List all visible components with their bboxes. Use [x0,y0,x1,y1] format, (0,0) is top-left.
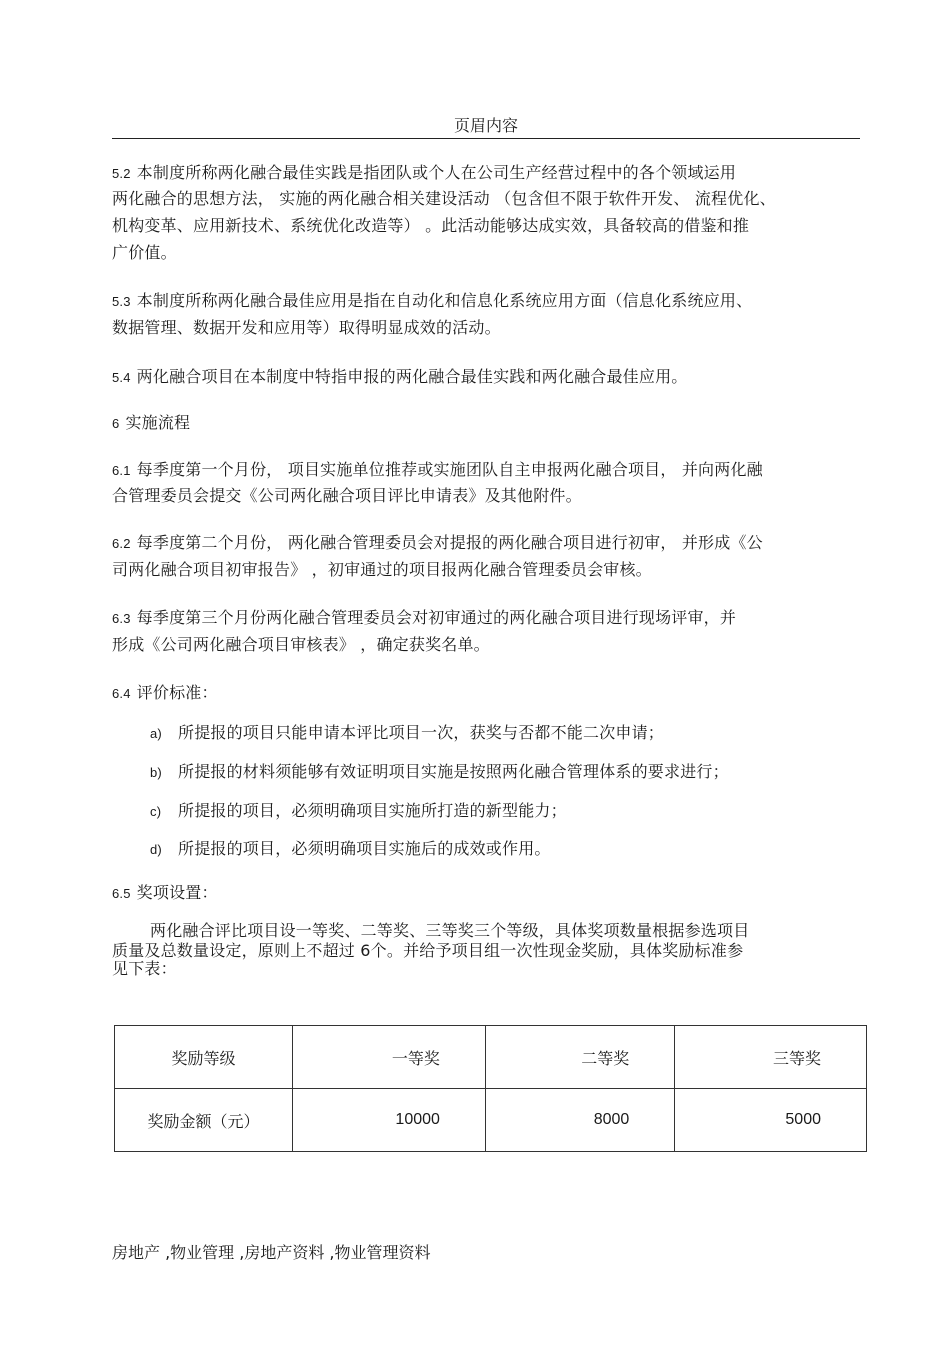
criteria-text: 所提报的项目，必须明确项目实施后的成效或作用。 [178,839,551,858]
table-header-cell: 一等奖 [292,1026,485,1089]
section-text: 每季度第一个月份， 项目实施单位推荐或实施团队自主申报两化融合项目， 并向两化融 [136,460,763,479]
table-cell: 10000 [292,1089,485,1152]
page-header: 页眉内容 [453,116,518,135]
section-number: 6.4 [112,686,131,701]
table-cell: 奖励金额（元） [115,1089,293,1152]
page-footer: 房地产 ,物业管理 ,房地产资料 ,物业管理资料 [112,1243,431,1262]
section-title: 奖项设置： [136,883,218,902]
section-text: 每季度第二个月份， 两化融合管理委员会对提报的两化融合项目进行初审， 并形成《公 [136,533,763,552]
section-6-2-line-1 [112,530,763,553]
criteria-text: 所提报的项目，必须明确项目实施所打造的新型能力； [178,801,567,820]
criteria-item [150,836,551,859]
section-text: 本制度所称两化融合最佳实践是指团队或个人在公司生产经营过程中的各个领域运用 [136,163,737,182]
table-header-cell: 二等奖 [485,1026,674,1089]
criteria-label: d) [150,842,162,857]
section-number: 5.4 [112,370,131,385]
section-5-2-line-3: 机构变革、应用新技术、系统优化改造等） 。此活动能够达成实效，具备较高的借鉴和推 [112,216,750,235]
criteria-label: c) [150,804,162,819]
section-6-3-line-2: 形成《公司两化融合项目审核表》 ，确定获奖名单。 [112,635,490,654]
section-6-5-heading [112,880,218,903]
section-6-5-para-line-2: 质量及总数量设定，原则上不超过 6个。并给予项目组一次性现金奖励，具体奖励标准参 [112,941,744,960]
section-6-5-para-line-1: 两化融合评比项目设一等奖、二等奖、三等奖三个等级，具体奖项数量根据参选项目 [150,921,750,940]
criteria-item [150,798,567,821]
section-text: 本制度所称两化融合最佳应用是指在自动化和信息化系统应用方面（信息化系统应用、 [136,291,753,310]
table-row [115,1026,867,1089]
criteria-text: 所提报的材料须能够有效证明项目实施是按照两化融合管理体系的要求进行； [178,762,729,781]
section-6-1-line-1 [112,457,763,480]
criteria-text: 所提报的项目只能申请本评比项目一次，获奖与否都不能二次申请； [178,723,665,742]
table-header-cell: 奖励等级 [115,1026,293,1089]
section-title: 评价标准： [136,683,218,702]
section-6-5-para-line-3: 见下表： [112,959,177,978]
section-text: 每季度第三个月份两化融合管理委员会对初审通过的两化融合项目进行现场评审，并 [136,608,737,627]
section-number: 6.5 [112,886,131,901]
table-cell: 5000 [675,1089,867,1152]
criteria-label: b) [150,765,162,780]
section-number: 6 [112,416,120,431]
section-5-4-line-1 [112,364,687,387]
section-title: 实施流程 [125,413,191,432]
section-number: 6.3 [112,611,131,626]
criteria-item [150,720,664,743]
section-5-2-line-4: 广价值。 [112,243,177,262]
section-6-4-heading [112,680,218,703]
section-number: 6.1 [112,463,131,478]
section-text: 两化融合项目在本制度中特指申报的两化融合最佳实践和两化融合最佳应用。 [136,367,688,386]
section-6-2-line-2: 司两化融合项目初审报告》 ，初审通过的项目报两化融合管理委员会审核。 [112,560,652,579]
section-5-3-line-2: 数据管理、数据开发和应用等）取得明显成效的活动。 [112,318,501,337]
header-rule [112,138,860,139]
section-number: 6.2 [112,536,131,551]
section-5-2-line-2: 两化融合的思想方法， 实施的两化融合相关建设活动 （包含但不限于软件开发、 流程优化、 [112,189,776,208]
section-number: 5.3 [112,294,131,309]
reward-table [114,1025,867,1152]
section-5-3-line-1 [112,288,752,311]
section-6-1-line-2: 合管理委员会提交《公司两化融合项目评比申请表》及其他附件。 [112,486,582,505]
section-number: 5.2 [112,166,131,181]
criteria-item [150,759,729,782]
table-cell: 8000 [485,1089,674,1152]
section-5-2-line-1 [112,160,736,183]
section-6-heading [112,410,190,433]
section-6-3-line-1 [112,605,736,628]
table-header-cell: 三等奖 [675,1026,867,1089]
table-row [115,1089,867,1152]
criteria-label: a) [150,726,162,741]
